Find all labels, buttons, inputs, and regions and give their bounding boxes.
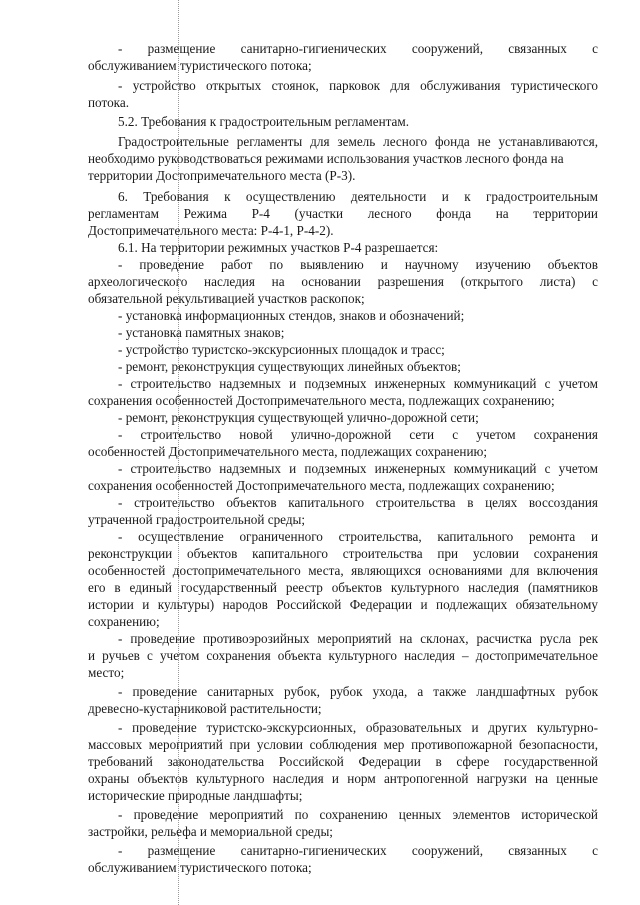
text-line: утраченной градостроительной среды;	[88, 512, 306, 527]
list-item: - проведение санитарных рубок, рубок ухода, а также ландшафтных рубок	[118, 684, 598, 699]
text-line: реконструкции объектов капитального строительства при условии сохранения	[88, 546, 598, 561]
text-line: 6.1. На территории режимных участков Р-4 разрешается:	[118, 240, 439, 255]
text-line: массовых мероприятий при условии соблюдения мер противопожарной безопасности,	[88, 737, 598, 752]
list-item: - проведение работ по выявлению и научному изучению объектов	[118, 257, 598, 272]
text-line: обслуживанием туристического потока;	[88, 58, 312, 73]
list-item: - строительство объектов капитального строительства в целях воссоздания	[118, 495, 598, 510]
list-item: - ремонт, реконструкция существующей улично-дорожной сети;	[118, 410, 479, 425]
list-item: - ремонт, реконструкция существующих линейных объектов;	[118, 359, 461, 374]
list-item: - проведение противоэрозийных мероприятий на склонах, расчистка русла рек	[118, 631, 598, 646]
list-item: - устройство туристско-экскурсионных площадок и трасс;	[118, 342, 445, 357]
section-heading: 5.2. Требования к градостроительным регламентам.	[118, 114, 410, 129]
section-heading: 6. Требования к осуществлению деятельности и к градостроительным	[118, 189, 598, 204]
text-line: обслуживанием туристического потока;	[88, 860, 312, 875]
list-item: - проведение мероприятий по сохранению ценных элементов исторической	[118, 807, 598, 822]
text-line: древесно-кустарниковой растительности;	[88, 701, 322, 716]
text-line: застройки, рельефа и мемориальной среды;	[88, 824, 333, 839]
list-item: - проведение туристско-экскурсионных, образовательных и других культурно-	[118, 720, 598, 735]
text-line: археологического наследия на основании разрешения (открытого листа) с	[88, 274, 598, 289]
text-line: особенностей достопримечательного места, являющихся основаниями для включения	[88, 563, 598, 578]
text-line: его в единый государственный реестр объектов культурного наследия (памятников	[88, 580, 598, 595]
text-line: - устройство открытых стоянок, парковок для обслуживания туристического	[118, 78, 598, 93]
list-item: - строительство надземных и подземных инженерных коммуникаций с учетом	[118, 376, 598, 391]
text-line: - размещение санитарно-гигиенических сооружений, связанных с	[118, 41, 598, 56]
list-item: - размещение санитарно-гигиенических сооружений, связанных с	[118, 843, 598, 858]
text-line: истории и культуры) народов Российской Федерации и подлежащих обязательному	[88, 597, 598, 612]
text-line: охраны объектов культурного наследия и норм антропогенной нагрузки на ценные	[88, 771, 598, 786]
list-item: - установка памятных знаков;	[118, 325, 285, 340]
section-heading: Достопримечательного места: Р-4-1, Р-4-2).	[88, 223, 334, 238]
text-line: особенностей Достопримечательного места, подлежащих сохранению;	[88, 444, 488, 459]
text-line: исторические природные ландшафты;	[88, 788, 303, 803]
text-line: сохранения особенностей Достопримечательного места, подлежащих сохранению;	[88, 393, 555, 408]
list-item: - строительство новой улично-дорожной сети с учетом сохранения	[118, 427, 598, 442]
section-heading: регламентам Режима Р-4 (участки лесного фонда на территории	[88, 206, 598, 221]
text-line: Градостроительные регламенты для земель лесного фонда не устанавливаются,	[118, 134, 598, 149]
text-line: территории Достопримечательного места (Р-3).	[88, 168, 356, 183]
text-line: и ручьев с учетом сохранения объекта культурного наследия – достопримечательное	[88, 648, 598, 663]
list-item: - строительство надземных и подземных инженерных коммуникаций с учетом	[118, 461, 598, 476]
text-line: потока.	[88, 95, 130, 110]
text-line: сохранения особенностей Достопримечательного места, подлежащих сохранению;	[88, 478, 555, 493]
text-line: сохранению;	[88, 614, 160, 629]
list-item: - осуществление ограниченного строительства, капитального ремонта и	[118, 529, 598, 544]
list-item: - установка информационных стендов, знаков и обозначений;	[118, 308, 465, 323]
text-line: требований законодательства Российской Федерации в сфере государственной	[88, 754, 598, 769]
text-line: место;	[88, 665, 125, 680]
text-line: обязательной рекультивацией участков раскопок;	[88, 291, 365, 306]
text-line: необходимо руководствоваться режимами использования участков лесного фонда на	[88, 151, 564, 166]
